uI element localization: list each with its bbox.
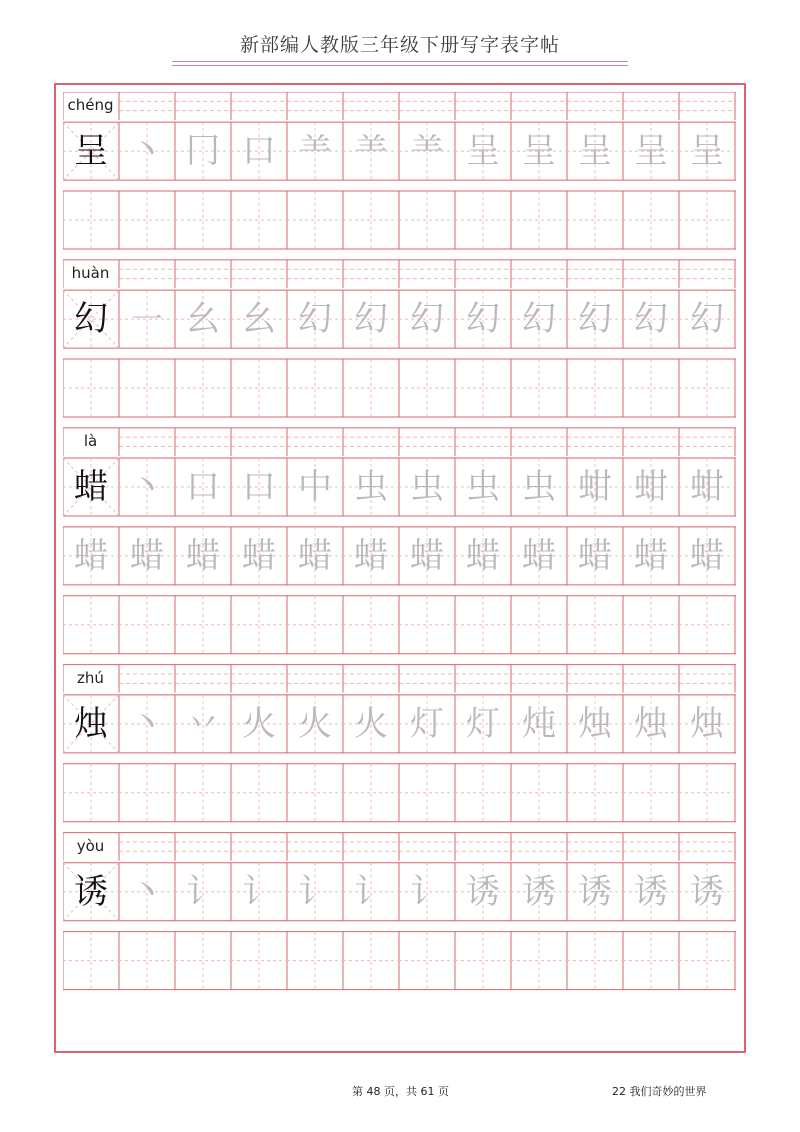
- practice-cell: [119, 932, 175, 990]
- practice-cell: [287, 764, 343, 822]
- practice-cell: [511, 191, 567, 249]
- practice-cell: [623, 863, 679, 921]
- trace-character: 幻: [634, 299, 668, 340]
- practice-cell: [623, 458, 679, 516]
- model-character: 诱: [74, 871, 108, 912]
- practice-cell: [455, 596, 511, 654]
- practice-cell: [119, 764, 175, 822]
- practice-cell: [567, 458, 623, 516]
- trace-character: [399, 764, 455, 822]
- trace-character: [511, 932, 567, 990]
- practice-cell: [623, 764, 679, 822]
- practice-cell: [455, 290, 511, 348]
- practice-cell: [175, 863, 231, 921]
- practice-cell: [567, 596, 623, 654]
- trace-character: [287, 359, 343, 417]
- trace-character: 讠: [242, 871, 276, 912]
- trace-character: [287, 764, 343, 822]
- practice-cell: [343, 863, 399, 921]
- trace-character: 诱: [522, 871, 556, 912]
- trace-character: 虫: [354, 467, 388, 508]
- trace-character: [623, 596, 679, 654]
- pinyin-label: chéng: [67, 96, 114, 114]
- practice-cell: [287, 458, 343, 516]
- trace-character: [175, 932, 231, 990]
- practice-cell: [511, 458, 567, 516]
- trace-character: 冂: [186, 131, 220, 172]
- trace-character: [399, 191, 455, 249]
- practice-cell: [455, 458, 511, 516]
- trace-character: [119, 191, 175, 249]
- practice-cell: [623, 122, 679, 180]
- page-number: 第 48 页，共 61 页: [352, 1085, 449, 1098]
- practice-cell: [231, 359, 287, 417]
- practice-cell: [119, 191, 175, 249]
- practice-cell: [455, 359, 511, 417]
- trace-character: 灯: [410, 703, 444, 744]
- practice-cell: [455, 122, 511, 180]
- practice-cell: [679, 458, 735, 516]
- practice-cell: [287, 695, 343, 753]
- practice-cell: [679, 359, 735, 417]
- practice-cell: [175, 527, 231, 585]
- trace-character: 烛: [578, 703, 612, 744]
- practice-cell: [679, 122, 735, 180]
- pinyin-label: yòu: [76, 836, 105, 855]
- trace-character: 口: [186, 467, 220, 508]
- practice-cell: [455, 191, 511, 249]
- trace-character: [231, 932, 287, 990]
- practice-cell: [175, 932, 231, 990]
- trace-character: [623, 932, 679, 990]
- header-rule-top: [172, 61, 628, 62]
- practice-cell: [119, 359, 175, 417]
- trace-character: [623, 191, 679, 249]
- trace-character: 幻: [466, 299, 500, 340]
- trace-character: 灯: [466, 703, 500, 744]
- trace-character: 蜡: [522, 535, 556, 576]
- trace-character: 蜡: [298, 535, 332, 576]
- trace-character: 呈: [522, 131, 556, 172]
- practice-cell: [287, 290, 343, 348]
- practice-cell: [455, 932, 511, 990]
- practice-cell: [623, 932, 679, 990]
- practice-cell: [287, 527, 343, 585]
- trace-character: [343, 359, 399, 417]
- header-rule-bottom: [172, 65, 628, 66]
- trace-character: [63, 764, 119, 822]
- trace-character: [343, 191, 399, 249]
- trace-character: 蜡: [690, 535, 724, 576]
- pinyin-label: huàn: [71, 263, 110, 282]
- unit-label: 22 我们奇妙的世界: [612, 1085, 707, 1098]
- practice-cell: [343, 191, 399, 249]
- practice-cell: [63, 596, 119, 654]
- practice-cell: [231, 764, 287, 822]
- trace-character: [511, 191, 567, 249]
- trace-character: 呈: [578, 131, 612, 172]
- trace-character: 蜡: [578, 535, 612, 576]
- trace-character: [63, 596, 119, 654]
- trace-character: 呈: [634, 131, 668, 172]
- trace-character: 诱: [690, 871, 724, 912]
- trace-character: 虫: [522, 467, 556, 508]
- trace-character: [567, 596, 623, 654]
- pinyin-label: zhú: [77, 668, 104, 687]
- pinyin-band: [63, 260, 736, 288]
- practice-cell: [567, 527, 623, 585]
- practice-cell: [511, 122, 567, 180]
- model-character-cell: [63, 863, 119, 921]
- trace-character: [511, 596, 567, 654]
- model-character-cell: [63, 290, 119, 348]
- trace-character: 蜡: [354, 535, 388, 576]
- trace-character: 虫: [410, 467, 444, 508]
- practice-cell: [399, 695, 455, 753]
- trace-character: [343, 764, 399, 822]
- practice-cell: [343, 695, 399, 753]
- practice-cell: [399, 191, 455, 249]
- trace-character: 蜡: [634, 535, 668, 576]
- practice-cell: [399, 764, 455, 822]
- practice-cell: [343, 596, 399, 654]
- model-character: 呈: [74, 131, 108, 172]
- trace-character: [455, 596, 511, 654]
- practice-cell: [455, 527, 511, 585]
- practice-cell: [231, 863, 287, 921]
- trace-character: [287, 596, 343, 654]
- practice-cell: [287, 596, 343, 654]
- practice-cell: [119, 122, 175, 180]
- practice-cell: [175, 359, 231, 417]
- trace-character: [455, 932, 511, 990]
- model-character-cell: [63, 458, 119, 516]
- practice-cell: [119, 695, 175, 753]
- practice-cell: [399, 596, 455, 654]
- trace-character: [231, 764, 287, 822]
- trace-character: [119, 764, 175, 822]
- practice-cell: [175, 695, 231, 753]
- practice-cell: [399, 458, 455, 516]
- practice-cell: [511, 596, 567, 654]
- practice-cell: [119, 527, 175, 585]
- trace-character: 蜡: [130, 535, 164, 576]
- trace-character: 蜡: [186, 535, 220, 576]
- page-title: 新部编人教版三年级下册写字表字帖: [239, 34, 560, 56]
- practice-cell: [119, 458, 175, 516]
- practice-cell: [623, 359, 679, 417]
- trace-character: ㇐: [130, 299, 164, 340]
- trace-character: 幻: [354, 299, 388, 340]
- trace-character: [63, 191, 119, 249]
- practice-cell: [119, 863, 175, 921]
- practice-cell: [399, 290, 455, 348]
- practice-cell: [287, 359, 343, 417]
- practice-cell: [567, 290, 623, 348]
- practice-cell: [175, 290, 231, 348]
- trace-character: 幺: [242, 299, 276, 340]
- trace-character: [567, 191, 623, 249]
- trace-character: 烛: [690, 703, 724, 744]
- practice-cell: [231, 122, 287, 180]
- practice-cell: [679, 191, 735, 249]
- trace-character: 中: [298, 467, 332, 508]
- practice-cell: [231, 290, 287, 348]
- trace-character: [455, 764, 511, 822]
- trace-character: [679, 764, 735, 822]
- trace-character: 蜡: [466, 535, 500, 576]
- practice-cell: [231, 458, 287, 516]
- trace-character: 烛: [634, 703, 668, 744]
- model-character: 幻: [74, 299, 108, 340]
- trace-character: 口: [242, 131, 276, 172]
- practice-cell: [231, 191, 287, 249]
- model-character-cell: [63, 122, 119, 180]
- practice-cell: [343, 527, 399, 585]
- practice-cell: [567, 359, 623, 417]
- practice-cell: [511, 695, 567, 753]
- trace-character: ⺷: [298, 131, 332, 172]
- practice-cell: [623, 596, 679, 654]
- practice-grid: [63, 92, 736, 1044]
- trace-character: [119, 596, 175, 654]
- practice-cell: [343, 764, 399, 822]
- practice-cell: [343, 290, 399, 348]
- practice-cell: [679, 596, 735, 654]
- trace-character: ⺷: [354, 131, 388, 172]
- practice-cell: [511, 863, 567, 921]
- trace-character: 丷: [186, 703, 220, 744]
- practice-cell: [287, 932, 343, 990]
- trace-character: 火: [242, 703, 276, 744]
- practice-cell: [231, 527, 287, 585]
- practice-cell: [567, 122, 623, 180]
- trace-character: [567, 764, 623, 822]
- practice-cell: [567, 932, 623, 990]
- trace-character: [175, 596, 231, 654]
- trace-character: 幺: [186, 299, 220, 340]
- practice-cell: [175, 191, 231, 249]
- trace-character: 诱: [578, 871, 612, 912]
- practice-cell: [175, 596, 231, 654]
- trace-character: [63, 359, 119, 417]
- practice-cell: [623, 290, 679, 348]
- trace-character: 蚶: [690, 467, 724, 508]
- practice-cell: [63, 932, 119, 990]
- trace-character: [63, 932, 119, 990]
- practice-cell: [679, 290, 735, 348]
- trace-character: [623, 764, 679, 822]
- trace-character: 幻: [522, 299, 556, 340]
- trace-character: [567, 359, 623, 417]
- practice-cell: [511, 359, 567, 417]
- practice-cell: [679, 863, 735, 921]
- trace-character: 火: [354, 703, 388, 744]
- trace-character: [343, 932, 399, 990]
- trace-character: 讠: [354, 871, 388, 912]
- practice-cell: [679, 527, 735, 585]
- trace-character: 炖: [522, 703, 556, 744]
- trace-character: 蚶: [634, 467, 668, 508]
- trace-character: 丶: [130, 871, 164, 912]
- practice-cell: [399, 527, 455, 585]
- trace-character: 幻: [578, 299, 612, 340]
- practice-cell: [175, 764, 231, 822]
- trace-character: 呈: [466, 131, 500, 172]
- pinyin-band: [63, 428, 736, 456]
- trace-character: [343, 596, 399, 654]
- practice-cell: [679, 764, 735, 822]
- trace-character: 讠: [186, 871, 220, 912]
- trace-character: [231, 191, 287, 249]
- model-character: 烛: [74, 703, 108, 744]
- trace-character: [623, 359, 679, 417]
- practice-cell: [623, 695, 679, 753]
- trace-character: [231, 596, 287, 654]
- practice-cell: [231, 695, 287, 753]
- trace-character: [399, 359, 455, 417]
- pinyin-band: [63, 833, 736, 861]
- practice-cell: [231, 932, 287, 990]
- practice-cell: [343, 932, 399, 990]
- trace-character: [287, 191, 343, 249]
- practice-cell: [567, 191, 623, 249]
- practice-cell: [175, 122, 231, 180]
- trace-character: [679, 191, 735, 249]
- trace-character: [679, 359, 735, 417]
- practice-cell: [511, 764, 567, 822]
- practice-cell: [119, 290, 175, 348]
- practice-cell: [567, 863, 623, 921]
- practice-cell: [567, 764, 623, 822]
- trace-character: ⺷: [410, 131, 444, 172]
- practice-cell: [679, 932, 735, 990]
- trace-character: [399, 932, 455, 990]
- trace-character: [119, 932, 175, 990]
- trace-character: 幻: [298, 299, 332, 340]
- practice-cell: [623, 191, 679, 249]
- trace-character: [679, 932, 735, 990]
- practice-cell: [511, 932, 567, 990]
- practice-cell: [119, 596, 175, 654]
- trace-character: [455, 191, 511, 249]
- pinyin-band: [63, 92, 736, 120]
- trace-character: [511, 764, 567, 822]
- trace-character: 蜡: [410, 535, 444, 576]
- trace-character: [679, 596, 735, 654]
- trace-character: 丶: [130, 467, 164, 508]
- trace-character: 口: [242, 467, 276, 508]
- trace-character: 讠: [298, 871, 332, 912]
- trace-character: [119, 359, 175, 417]
- trace-character: 呈: [690, 131, 724, 172]
- practice-cell: [63, 527, 119, 585]
- trace-character: 诱: [466, 871, 500, 912]
- practice-cell: [511, 290, 567, 348]
- practice-cell: [175, 458, 231, 516]
- trace-character: [287, 932, 343, 990]
- trace-character: [231, 359, 287, 417]
- practice-cell: [63, 359, 119, 417]
- trace-character: [175, 764, 231, 822]
- trace-character: 虫: [466, 467, 500, 508]
- trace-character: [399, 596, 455, 654]
- practice-cell: [343, 359, 399, 417]
- practice-cell: [287, 863, 343, 921]
- practice-cell: [63, 191, 119, 249]
- practice-cell: [231, 596, 287, 654]
- practice-cell: [679, 695, 735, 753]
- practice-cell: [343, 458, 399, 516]
- trace-character: 蚶: [578, 467, 612, 508]
- trace-character: 丶: [130, 703, 164, 744]
- practice-cell: [455, 863, 511, 921]
- practice-cell: [63, 764, 119, 822]
- practice-cell: [399, 932, 455, 990]
- trace-character: 丶: [130, 131, 164, 172]
- trace-character: 诱: [634, 871, 668, 912]
- practice-cell: [399, 359, 455, 417]
- trace-character: 蜡: [242, 535, 276, 576]
- practice-cell: [455, 764, 511, 822]
- pinyin-label: là: [83, 431, 98, 450]
- model-character: 蜡: [74, 467, 108, 508]
- practice-cell: [623, 527, 679, 585]
- trace-character: 幻: [410, 299, 444, 340]
- trace-character: 讠: [410, 871, 444, 912]
- practice-cell: [567, 695, 623, 753]
- trace-character: 蜡: [74, 535, 108, 576]
- practice-cell: [287, 122, 343, 180]
- practice-cell: [511, 527, 567, 585]
- trace-character: [175, 359, 231, 417]
- pinyin-band: [63, 665, 736, 693]
- practice-cell: [399, 122, 455, 180]
- trace-character: 幻: [690, 299, 724, 340]
- trace-character: [511, 359, 567, 417]
- trace-character: [455, 359, 511, 417]
- trace-character: [567, 932, 623, 990]
- practice-cell: [287, 191, 343, 249]
- trace-character: [175, 191, 231, 249]
- practice-cell: [399, 863, 455, 921]
- model-character-cell: [63, 695, 119, 753]
- practice-cell: [343, 122, 399, 180]
- practice-cell: [455, 695, 511, 753]
- trace-character: 火: [298, 703, 332, 744]
